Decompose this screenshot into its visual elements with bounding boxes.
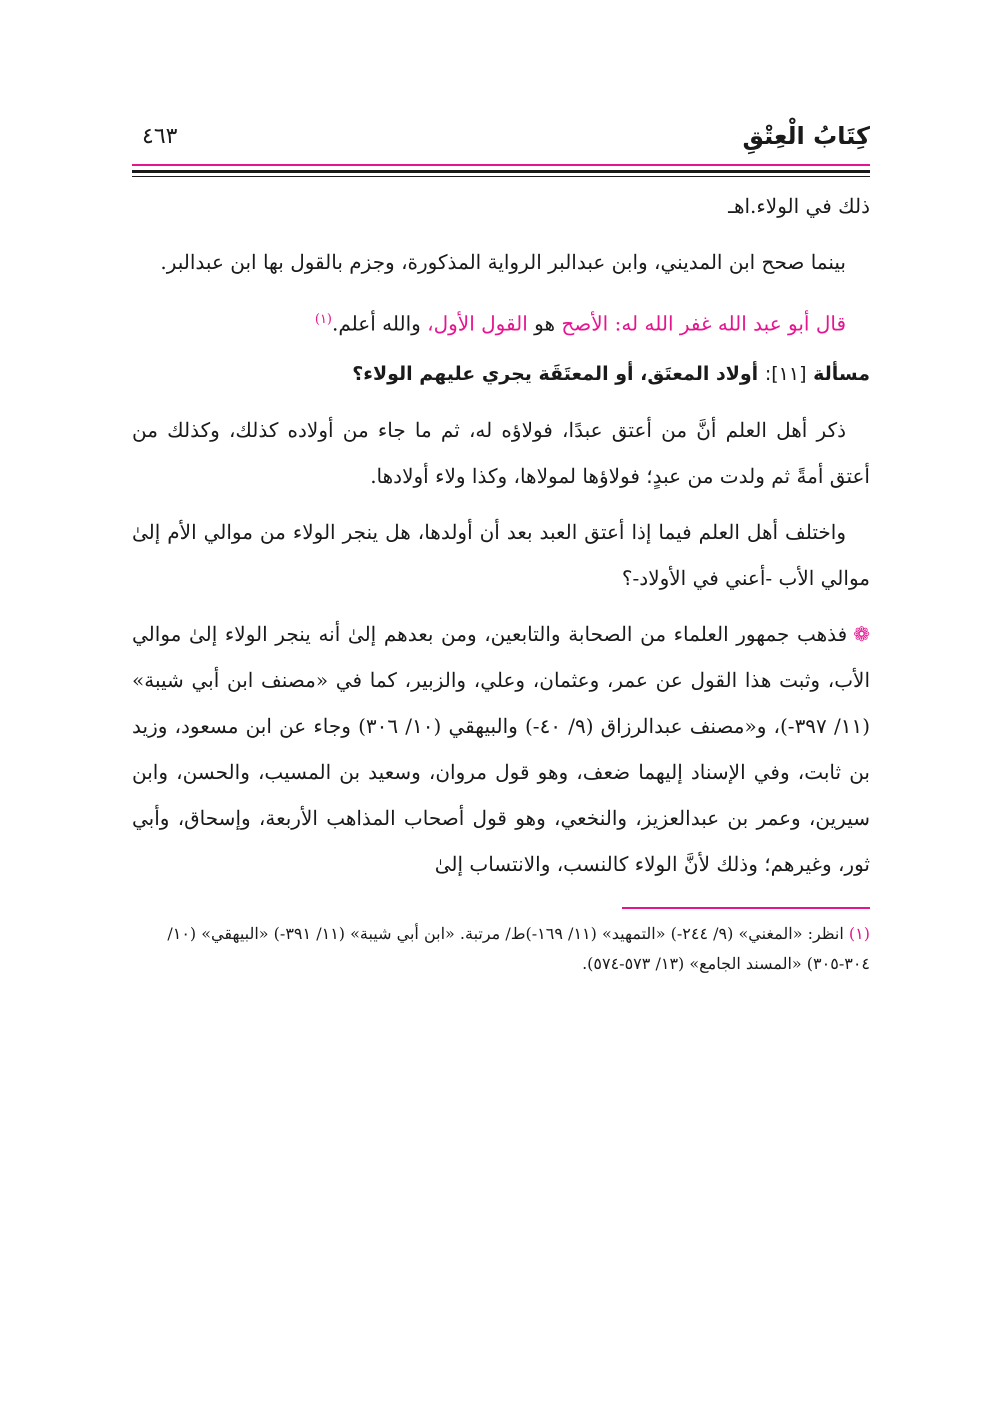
page-header [132, 118, 870, 162]
author-opinion [132, 297, 870, 347]
footnote-text: انظر: «المغني» (٩/ ٢٤٤-) «التمهيد» (١١/ ١٦٩-)ط/ مرتبة. «ابن أبي شيبة» (١١/ ٣٩١-) «البيهقي» (١٠/ ٣٠٤-٣٠٥) «المسند الجامع» (١٣/ ٥٧٣-٥٧٤). [167, 923, 870, 973]
paragraph-5 [132, 611, 870, 887]
footnote-ref: (١) [314, 312, 332, 327]
header-rule-thin [132, 176, 870, 177]
page-number: ٤٦٣ [142, 124, 178, 149]
paragraph-1: ذلك في الولاء.اهـ [728, 194, 870, 218]
book-title: كِتَابُ الْعِتْقِ [742, 122, 870, 150]
footnote [132, 919, 870, 979]
issue-heading [132, 351, 870, 397]
issue-label: مسألة [813, 362, 870, 385]
header-rule-pink [132, 164, 870, 166]
author-claim-1: الأصح [561, 311, 609, 336]
paragraph-4: واختلف أهل العلم فيما إذا أعتق العبد بعد أن أولدها، هل ينجر الولاء من موالي الأم إلىٰ موالي الأب -أعني في الأولاد-؟ [132, 519, 870, 590]
footnote-number: (١) [848, 923, 870, 943]
paragraph-2: بينما صحح ابن المديني، وابن عبدالبر الرواية المذكورة، وجزم بالقول بها ابن عبدالبر. [160, 250, 846, 274]
page-content [132, 118, 870, 979]
issue-question: أولاد المعتَق، أو المعتَقَة يجري عليهم الولاء؟ [352, 362, 759, 385]
issue-number: [١١]: [764, 362, 807, 385]
paragraph-5-text: فذهب جمهور العلماء من الصحابة والتابعين، ومن بعدهم إلىٰ أنه ينجر الولاء إلىٰ موالي الأب، وثبت هذا القول عن عمر، وعثمان، وعلي، والزبير، كما في «مصنف ابن أبي شيبة» (١١/ ٣٩٧-)، و«مصنف عبدالرزاق (٩/ ٤٠-) والبيهقي (١٠/ ٣٠٦) وجاء عن ابن مسعود، وزيد بن ثابت، وفي الإسناد إليهما ضعف، وهو قول مروان، وسعيد بن المسيب، والحسن، وابن سيرين، وعمر بن عبدالعزيز، والنخعي، وهو قول أصحاب المذاهب الأربعة، وإسحاق، وأبي ثور، وغيرهم؛ وذلك لأنَّ الولاء كالنسب، والانتساب إلىٰ [132, 621, 870, 876]
body-text [132, 183, 870, 887]
footnote-separator [622, 907, 870, 909]
author-end: والله أعلم. [332, 311, 421, 336]
author-mid: هو [534, 311, 556, 336]
flower-ornament-icon: ❁ [853, 621, 870, 646]
author-claim-2: القول الأول، [427, 311, 528, 336]
paragraph-3: ذكر أهل العلم أنَّ من أعتق عبدًا، فولاؤه له، ثم ما جاء من أولاده كذلك، وكذلك من أعتق أمةً ثم ولدت من عبدٍ؛ فولاؤها لمولاها، وكذا ولاء أولادها. [132, 417, 870, 488]
author-label: قال أبو عبد الله غفر الله له: [614, 311, 846, 336]
header-rule-thick [132, 170, 870, 173]
